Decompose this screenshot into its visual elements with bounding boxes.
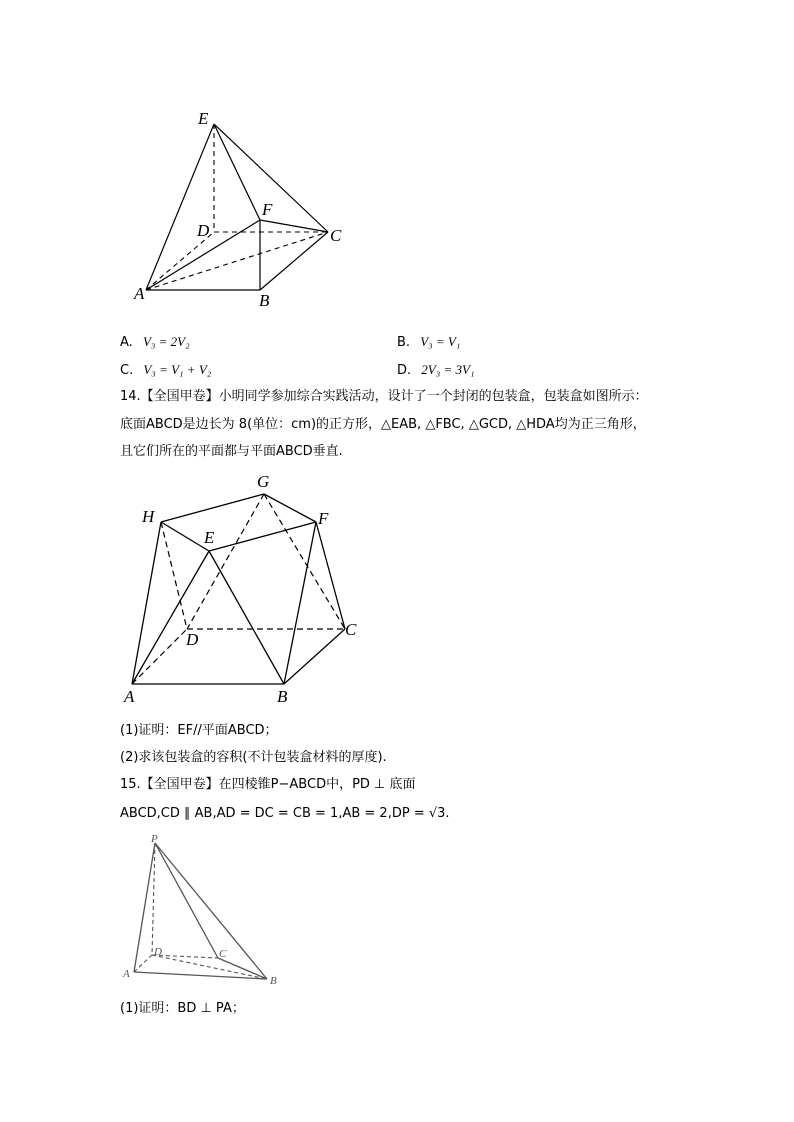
q15-sub-1: (1)证明：BD ⊥ PA； — [120, 1001, 245, 1016]
option-b — [397, 333, 460, 352]
fig1-label-b: B — [259, 291, 270, 310]
fig3-label-c: C — [219, 948, 227, 960]
fig1-label-f: F — [262, 200, 273, 219]
fig2-label-a: A — [124, 687, 135, 706]
figure-pyramid-pabcd — [115, 830, 290, 990]
fig3-label-d: D — [154, 946, 162, 958]
edge-ef — [214, 124, 260, 220]
fig2-label-b: B — [277, 687, 288, 706]
option-c-text: V₃ = V₁ + V₂ — [143, 362, 212, 377]
q14-line-3: 且它们所在的平面都与平面ABCD垂直. — [120, 444, 343, 459]
edge-bc — [260, 232, 328, 290]
option-c-key: C. — [120, 363, 134, 378]
fig2-label-f: F — [318, 509, 329, 528]
q15-line-2: ABCD,CD ∥ AB,AD = DC = CB = 1,AB = 2,DP = √3. — [120, 806, 450, 821]
option-d-key: D. — [397, 363, 412, 378]
edge-fc — [316, 522, 345, 629]
q15-line-1: 15.【全国甲卷】在四棱锥P−ABCD中，PD ⊥ 底面 — [120, 777, 416, 792]
fig2-label-e: E — [204, 528, 215, 547]
option-a-key: A. — [120, 335, 133, 350]
edge-pa — [134, 843, 155, 972]
fig1-label-d: D — [197, 221, 210, 240]
edge-gd-hidden — [187, 494, 264, 629]
edge-eb — [209, 551, 284, 684]
option-d — [397, 361, 475, 380]
figure-pyramid-efabcd — [120, 100, 360, 320]
edge-gf — [264, 494, 316, 522]
q14-line-1: 14.【全国甲卷】小明同学参加综合实践活动，设计了一个封闭的包装盒，包装盒如图所示： — [120, 389, 648, 404]
edge-pb — [155, 843, 267, 979]
edge-pc — [155, 843, 218, 958]
fig2-label-h: H — [142, 507, 155, 526]
q14-line-2: 底面ABCD是边长为 8(单位：cm)的正方形，△EAB, △FBC, △GCD, △HDA均为正三角形， — [120, 417, 646, 432]
option-b-key: B. — [397, 335, 411, 350]
fig3-label-p: P — [151, 833, 158, 845]
edge-ac-hidden — [146, 232, 328, 290]
option-d-text: 2V₃ = 3V₁ — [421, 362, 475, 377]
edge-gc-hidden — [264, 494, 345, 629]
fig3-label-a: A — [123, 968, 130, 980]
fig1-label-e: E — [198, 109, 209, 128]
q14-sub-1: (1)证明：EF//平面ABCD； — [120, 723, 278, 738]
edge-hd-hidden — [161, 522, 187, 629]
figure-packaging-box — [120, 470, 370, 710]
fig2-label-g: G — [257, 472, 270, 491]
fig1-label-c: C — [330, 226, 342, 245]
edge-hg — [161, 494, 264, 522]
edge-ea — [146, 124, 214, 290]
q14-sub-2: (2)求该包装盒的容积(不计包装盒材料的厚度). — [120, 750, 387, 765]
option-a-text: V₃ = 2V₂ — [142, 334, 190, 349]
edge-ef — [209, 522, 316, 551]
edge-he — [161, 522, 209, 551]
fig2-label-c: C — [345, 620, 357, 639]
fig1-label-a: A — [134, 284, 145, 303]
option-a — [120, 333, 190, 352]
fig2-label-d: D — [186, 630, 199, 649]
fig3-label-b: B — [270, 975, 277, 987]
option-c — [120, 361, 211, 380]
edge-ad-hidden — [146, 232, 214, 290]
option-b-text: V₃ = V₁ — [420, 334, 461, 349]
edge-ab — [134, 972, 267, 979]
